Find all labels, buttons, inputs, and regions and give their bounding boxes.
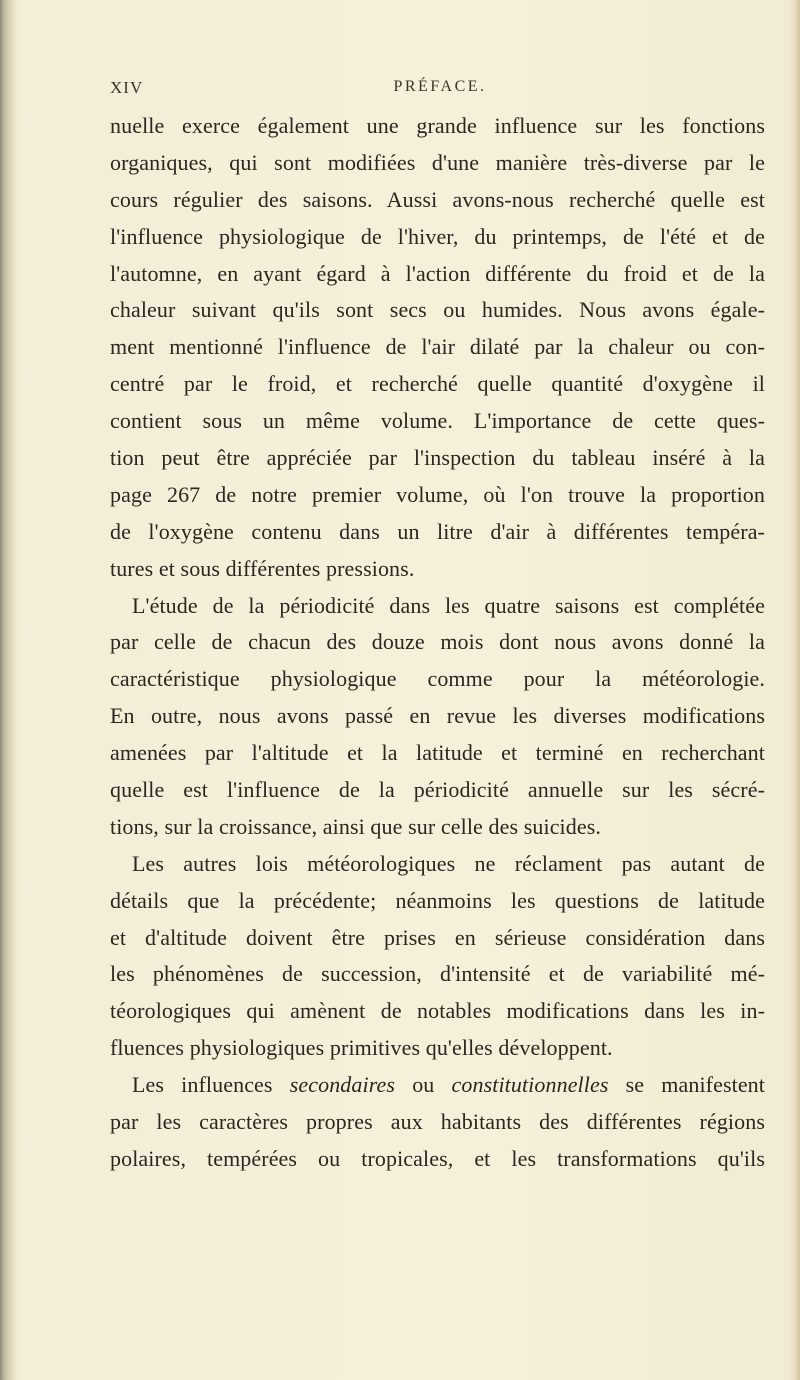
text-line: contient sous un même volume. L'importance de cette ques- [110,408,765,434]
text-line: par celle de chacun des douze mois dont nous avons donné la [110,629,765,655]
text-line: les phénomènes de succession, d'intensité et de variabilité mé- [110,961,765,987]
text-line: tures et sous différentes pressions. [110,555,415,581]
text-line: ment mentionné l'influence de l'air dilaté par la chaleur ou con- [110,334,765,360]
text-line: l'automne, en ayant égard à l'action différente du froid et de la [110,260,765,286]
text-line: amenées par l'altitude et la latitude et terminé en recherchant [110,740,765,766]
text-line: caractéristique physiologique comme pour la météorologie. [110,666,765,692]
italic-term-constitutionnelles: constitutionnelles [451,1072,609,1098]
paragraph-start-line [110,1067,765,1104]
text-line: cours régulier des saisons. Aussi avons-nous recherché quelle est [110,186,765,212]
text-fragment: Les influences [132,1072,290,1098]
book-spine-shadow [0,0,16,1380]
body-text [110,108,765,1178]
text-line: fluences physiologiques primitives qu'elles développent. [110,1035,613,1061]
page-number: XIV [110,78,144,97]
text-line: téorologiques qui amènent de notables modifications dans les in- [110,998,765,1024]
page-edge [790,0,800,1380]
text-line: En outre, nous avons passé en revue les diverses modifications [110,703,765,729]
text-line: quelle est l'influence de la périodicité annuelle sur les sécré- [110,777,765,803]
text-fragment: ou [395,1072,452,1098]
text-line: tions, sur la croissance, ainsi que sur celle des suicides. [110,813,601,839]
text-fragment: se manifestent [608,1072,765,1098]
running-title: PRÉFACE. [393,78,487,95]
text-line: tion peut être appréciée par l'inspection du tableau inséré à la [110,445,765,471]
text-line: l'influence physiologique de l'hiver, du printemps, de l'été et de [110,223,765,249]
text-line: nuelle exerce également une grande influence sur les fonctions [110,113,765,138]
text-line: et d'altitude doivent être prises en sérieuse considération dans [110,924,765,950]
text-line: détails que la précédente; néanmoins les questions de latitude [110,887,765,913]
paragraph-start-line: Les autres lois météorologiques ne réclament pas autant de [132,850,765,876]
italic-term-secondaires: secondaires [289,1072,396,1098]
text-line: par les caractères propres aux habitants des différentes régions [110,1109,765,1135]
text-line: page 267 de notre premier volume, où l'on trouve la proportion [110,481,765,507]
text-line: de l'oxygène contenu dans un litre d'air à différentes tempéra- [110,518,765,544]
text-line: centré par le froid, et recherché quelle quantité d'oxygène il [110,371,765,397]
text-line: polaires, tempérées ou tropicales, et les transformations qu'ils [110,1145,765,1171]
running-head [110,78,730,102]
paragraph-start-line: L'étude de la périodicité dans les quatre saisons est complétée [132,592,765,618]
text-line: chaleur suivant qu'ils sont secs ou humides. Nous avons égale- [110,297,765,323]
text-line: organiques, qui sont modifiées d'une manière très-diverse par le [110,149,765,175]
